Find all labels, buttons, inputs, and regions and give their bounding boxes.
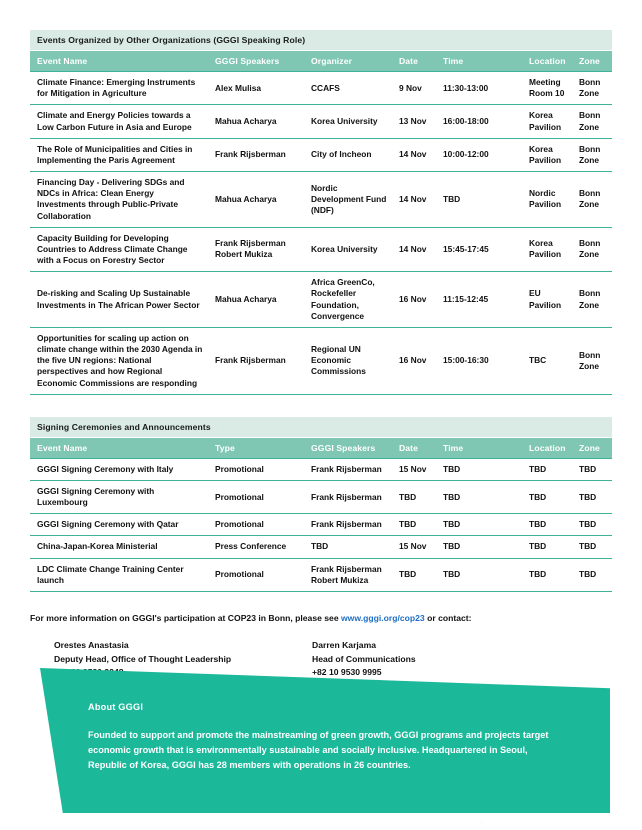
cell-zone: Bonn Zone [572, 72, 612, 105]
column-header-location: Location [522, 437, 572, 458]
cell-location: TBD [522, 458, 572, 480]
column-header-organizer: Organizer [304, 51, 392, 72]
cell-time: TBD [436, 536, 522, 558]
column-header-time: Time [436, 51, 522, 72]
cell-organizer: Africa GreenCo, Rockefeller Foundation, Convergence [304, 272, 392, 328]
cell-date: 16 Nov [392, 272, 436, 328]
contact-intro [30, 612, 612, 625]
column-header-zone: Zone [572, 51, 612, 72]
cell-gggi-speakers: Frank Rijsberman [304, 480, 392, 513]
cell-time: 16:00-18:00 [436, 105, 522, 138]
cell-event-name: Climate and Energy Policies towards a Low Carbon Future in Asia and Europe [30, 105, 208, 138]
cell-location: TBD [522, 480, 572, 513]
cell-zone: Bonn Zone [572, 172, 612, 228]
table-spacer [30, 395, 612, 417]
column-header-location: Location [522, 51, 572, 72]
cell-event-name: China-Japan-Korea Ministerial [30, 536, 208, 558]
table-row [30, 514, 612, 536]
cell-location: Korea Pavilion [522, 138, 572, 171]
cell-location: Korea Pavilion [522, 227, 572, 272]
cell-gggi-speakers: Frank Rijsberman [304, 514, 392, 536]
cell-zone: TBD [572, 514, 612, 536]
cell-event-name: Opportunities for scaling up action on climate change within the 2030 Agenda in the five UN regions: National perspectives and how Regional Economic Commissions are responding [30, 327, 208, 394]
cell-location: TBD [522, 536, 572, 558]
cell-date: 15 Nov [392, 458, 436, 480]
cell-type: Press Conference [208, 536, 304, 558]
cell-event-name: Financing Day - Delivering SDGs and NDCs in Africa: Clean Energy Investments through Public-Private Collaboration [30, 172, 208, 228]
cell-event-name: Climate Finance: Emerging Instruments for Mitigation in Agriculture [30, 72, 208, 105]
cell-type: Promotional [208, 480, 304, 513]
cell-zone: TBD [572, 536, 612, 558]
cell-location: Nordic Pavilion [522, 172, 572, 228]
cell-time: 11:15-12:45 [436, 272, 522, 328]
table-row [30, 458, 612, 480]
table-title-row [30, 30, 612, 51]
about-body: Founded to support and promote the mainstreaming of green growth, GGGI programs and projects target economic growth that is environmentally sustainable and socially inclusive. Headquartered in Seoul, Republic of Korea, GGGI has 28 members with operations in 26 countries. [88, 730, 549, 770]
cell-location: TBD [522, 514, 572, 536]
cell-date: 16 Nov [392, 327, 436, 394]
cell-type: Promotional [208, 458, 304, 480]
table-row [30, 172, 612, 228]
cell-zone: TBD [572, 558, 612, 591]
contact-phone: +82 10 9530 9995 [312, 666, 382, 677]
cell-date: 14 Nov [392, 172, 436, 228]
column-header-gggi-speakers: GGGI Speakers [304, 437, 392, 458]
cell-location: EU Pavilion [522, 272, 572, 328]
cell-type: Promotional [208, 558, 304, 591]
page-footer-artifact: ·· [480, 820, 485, 825]
signing-table-block [30, 417, 612, 592]
cell-gggi-speakers: Mahua Acharya [208, 272, 304, 328]
cell-zone: Bonn Zone [572, 227, 612, 272]
column-header-time: Time [436, 437, 522, 458]
contact-role: Head of Communications [312, 653, 416, 664]
cell-zone: Bonn Zone [572, 327, 612, 394]
column-header-date: Date [392, 437, 436, 458]
about-gggi-banner [40, 668, 610, 813]
cell-location: TBC [522, 327, 572, 394]
cell-date: 9 Nov [392, 72, 436, 105]
table-row [30, 72, 612, 105]
table-title: Signing Ceremonies and Announcements [30, 417, 612, 438]
column-header-event-name: Event Name [30, 51, 208, 72]
events-table [30, 30, 612, 395]
cell-date: 13 Nov [392, 105, 436, 138]
contact-name: Darren Karjama [312, 640, 377, 651]
contact-name: Orestes Anastasia [54, 640, 129, 651]
cell-organizer: Korea University [304, 105, 392, 138]
cell-organizer: CCAFS [304, 72, 392, 105]
cell-time: TBD [436, 514, 522, 536]
cell-gggi-speakers: Frank Rijsberman [208, 327, 304, 394]
table-row [30, 138, 612, 171]
cell-gggi-speakers: Frank Rijsberman Robert Mukiza [208, 227, 304, 272]
cell-gggi-speakers: Frank Rijsberman Robert Mukiza [304, 558, 392, 591]
contact-intro-before: For more information on GGGI's participation at COP23 in Bonn, please see [30, 612, 341, 623]
table-row [30, 480, 612, 513]
cell-event-name: The Role of Municipalities and Cities in Implementing the Paris Agreement [30, 138, 208, 171]
cell-event-name: GGGI Signing Ceremony with Luxembourg [30, 480, 208, 513]
cell-gggi-speakers: Mahua Acharya [208, 172, 304, 228]
cell-gggi-speakers: Frank Rijsberman [208, 138, 304, 171]
cell-location: Korea Pavilion [522, 105, 572, 138]
about-banner-content [88, 702, 568, 773]
table-row [30, 536, 612, 558]
column-header-event-name: Event Name [30, 437, 208, 458]
column-header-zone: Zone [572, 437, 612, 458]
cell-time: 10:00-12:00 [436, 138, 522, 171]
table-row [30, 558, 612, 591]
table-row [30, 327, 612, 394]
signing-table [30, 417, 612, 592]
cell-time: TBD [436, 458, 522, 480]
table-title-row [30, 417, 612, 438]
cell-event-name: De-risking and Scaling Up Sustainable Investments in The African Power Sector [30, 272, 208, 328]
cell-location: Meeting Room 10 [522, 72, 572, 105]
about-title: About GGGI [88, 702, 144, 712]
cell-time: 15:00-16:30 [436, 327, 522, 394]
cell-organizer: Regional UN Economic Commissions [304, 327, 392, 394]
table-row [30, 272, 612, 328]
cell-date: 14 Nov [392, 138, 436, 171]
cell-time: TBD [436, 480, 522, 513]
cell-event-name: GGGI Signing Ceremony with Qatar [30, 514, 208, 536]
cell-type: Promotional [208, 514, 304, 536]
table-column-header-row [30, 437, 612, 458]
cell-date: 14 Nov [392, 227, 436, 272]
cell-zone: Bonn Zone [572, 272, 612, 328]
contact-intro-after: or contact: [424, 612, 472, 623]
cell-date: 15 Nov [392, 536, 436, 558]
cell-date: TBD [392, 514, 436, 536]
cell-date: TBD [392, 558, 436, 591]
table-column-header-row [30, 51, 612, 72]
events-table-block [30, 30, 612, 395]
cell-event-name: Capacity Building for Developing Countries to Address Climate Change with a Focus on Forestry Sector [30, 227, 208, 272]
cell-time: 11:30-13:00 [436, 72, 522, 105]
table-title: Events Organized by Other Organizations (GGGI Speaking Role) [30, 30, 612, 51]
cell-location: TBD [522, 558, 572, 591]
cell-gggi-speakers: Alex Mulisa [208, 72, 304, 105]
cell-gggi-speakers: Frank Rijsberman [304, 458, 392, 480]
column-header-date: Date [392, 51, 436, 72]
cell-time: 15:45-17:45 [436, 227, 522, 272]
cell-organizer: Korea University [304, 227, 392, 272]
table-row [30, 105, 612, 138]
column-header-gggi-speakers: GGGI Speakers [208, 51, 304, 72]
column-header-type: Type [208, 437, 304, 458]
cell-time: TBD [436, 172, 522, 228]
cell-event-name: GGGI Signing Ceremony with Italy [30, 458, 208, 480]
cell-organizer: City of Incheon [304, 138, 392, 171]
cell-zone: Bonn Zone [572, 138, 612, 171]
cop23-website-link[interactable]: www.gggi.org/cop23 [341, 612, 425, 623]
cell-gggi-speakers: TBD [304, 536, 392, 558]
cell-event-name: LDC Climate Change Training Center launch [30, 558, 208, 591]
cell-time: TBD [436, 558, 522, 591]
cell-gggi-speakers: Mahua Acharya [208, 105, 304, 138]
table-row [30, 227, 612, 272]
cell-date: TBD [392, 480, 436, 513]
cell-zone: Bonn Zone [572, 105, 612, 138]
cell-organizer: Nordic Development Fund (NDF) [304, 172, 392, 228]
cell-zone: TBD [572, 480, 612, 513]
cell-zone: TBD [572, 458, 612, 480]
contact-role: Deputy Head, Office of Thought Leadership [54, 653, 232, 664]
